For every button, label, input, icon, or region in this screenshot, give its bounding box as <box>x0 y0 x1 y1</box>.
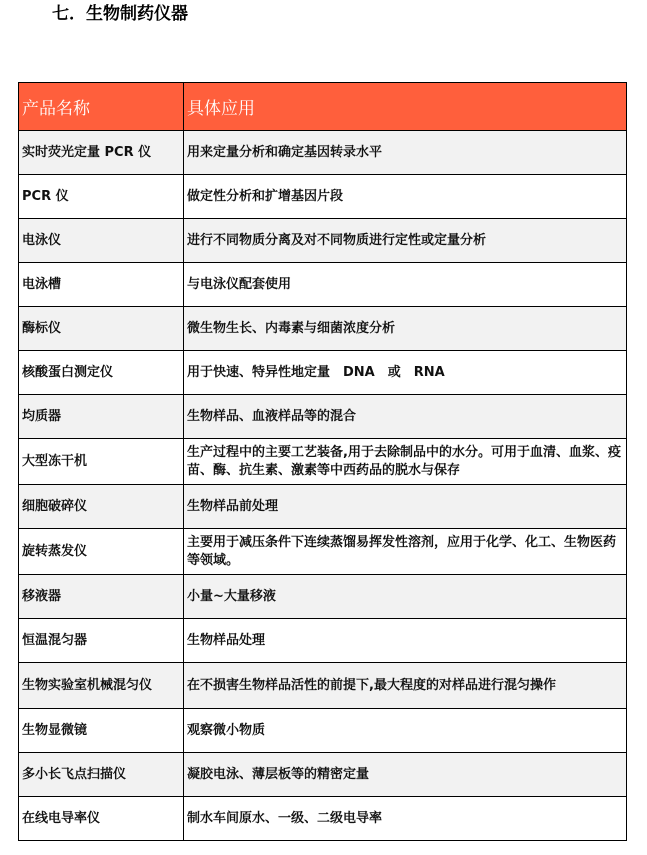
application-cell: 生物样品、血液样品等的混合 <box>184 395 627 439</box>
application-cell: 制水车间原水、一级、二级电导率 <box>184 797 627 841</box>
application-cell: 凝胶电泳、薄层板等的精密定量 <box>184 753 627 797</box>
application-cell: 主要用于减压条件下连续蒸馏易挥发性溶剂，应用于化学、化工、生物医药等领域。 <box>184 529 627 575</box>
instrument-table <box>18 82 627 841</box>
product-name-cell: 细胞破碎仪 <box>19 485 184 529</box>
table-row <box>19 263 627 307</box>
product-name-cell: 酶标仪 <box>19 307 184 351</box>
table-row <box>19 529 627 575</box>
table-row <box>19 485 627 529</box>
application-cell: 小量~大量移液 <box>184 575 627 619</box>
table-row <box>19 219 627 263</box>
product-name-cell: 多小长飞点扫描仪 <box>19 753 184 797</box>
product-name-cell: 大型冻干机 <box>19 439 184 485</box>
table-header-row <box>19 83 627 131</box>
table-row <box>19 709 627 753</box>
product-name-cell: 移液器 <box>19 575 184 619</box>
table-row <box>19 575 627 619</box>
product-name-cell: 核酸蛋白测定仪 <box>19 351 184 395</box>
section-title: 七．生物制药仪器 <box>52 4 188 24</box>
application-cell: 观察微小物质 <box>184 709 627 753</box>
product-name-cell: 在线电导率仪 <box>19 797 184 841</box>
application-cell: 用来定量分析和确定基因转录水平 <box>184 131 627 175</box>
table-row <box>19 307 627 351</box>
product-name-cell: 生物实验室机械混匀仪 <box>19 663 184 709</box>
application-cell: 微生物生长、内毒素与细菌浓度分析 <box>184 307 627 351</box>
table-row <box>19 131 627 175</box>
application-cell: 生产过程中的主要工艺装备,用于去除制品中的水分。可用于血清、血浆、疫苗、酶、抗生素、激素等中西药品的脱水与保存 <box>184 439 627 485</box>
product-name-cell: 实时荧光定量 PCR 仪 <box>19 131 184 175</box>
application-cell: 用于快速、特异性地定量 DNA 或 RNA <box>184 351 627 395</box>
table-row <box>19 797 627 841</box>
header-product-name: 产品名称 <box>19 83 184 131</box>
header-application: 具体应用 <box>184 83 627 131</box>
application-cell: 与电泳仪配套使用 <box>184 263 627 307</box>
product-name-cell: 均质器 <box>19 395 184 439</box>
table-row <box>19 439 627 485</box>
product-name-cell: 恒温混匀器 <box>19 619 184 663</box>
application-cell: 在不损害生物样品活性的前提下,最大程度的对样品进行混匀操作 <box>184 663 627 709</box>
product-name-cell: PCR 仪 <box>19 175 184 219</box>
table-row <box>19 663 627 709</box>
table-row <box>19 753 627 797</box>
table-row <box>19 619 627 663</box>
instrument-table-container <box>18 82 626 841</box>
product-name-cell: 电泳槽 <box>19 263 184 307</box>
application-cell: 进行不同物质分离及对不同物质进行定性或定量分析 <box>184 219 627 263</box>
product-name-cell: 生物显微镜 <box>19 709 184 753</box>
table-row <box>19 351 627 395</box>
table-row <box>19 395 627 439</box>
application-cell: 生物样品处理 <box>184 619 627 663</box>
application-cell: 做定性分析和扩增基因片段 <box>184 175 627 219</box>
application-cell: 生物样品前处理 <box>184 485 627 529</box>
product-name-cell: 旋转蒸发仪 <box>19 529 184 575</box>
product-name-cell: 电泳仪 <box>19 219 184 263</box>
table-row <box>19 175 627 219</box>
